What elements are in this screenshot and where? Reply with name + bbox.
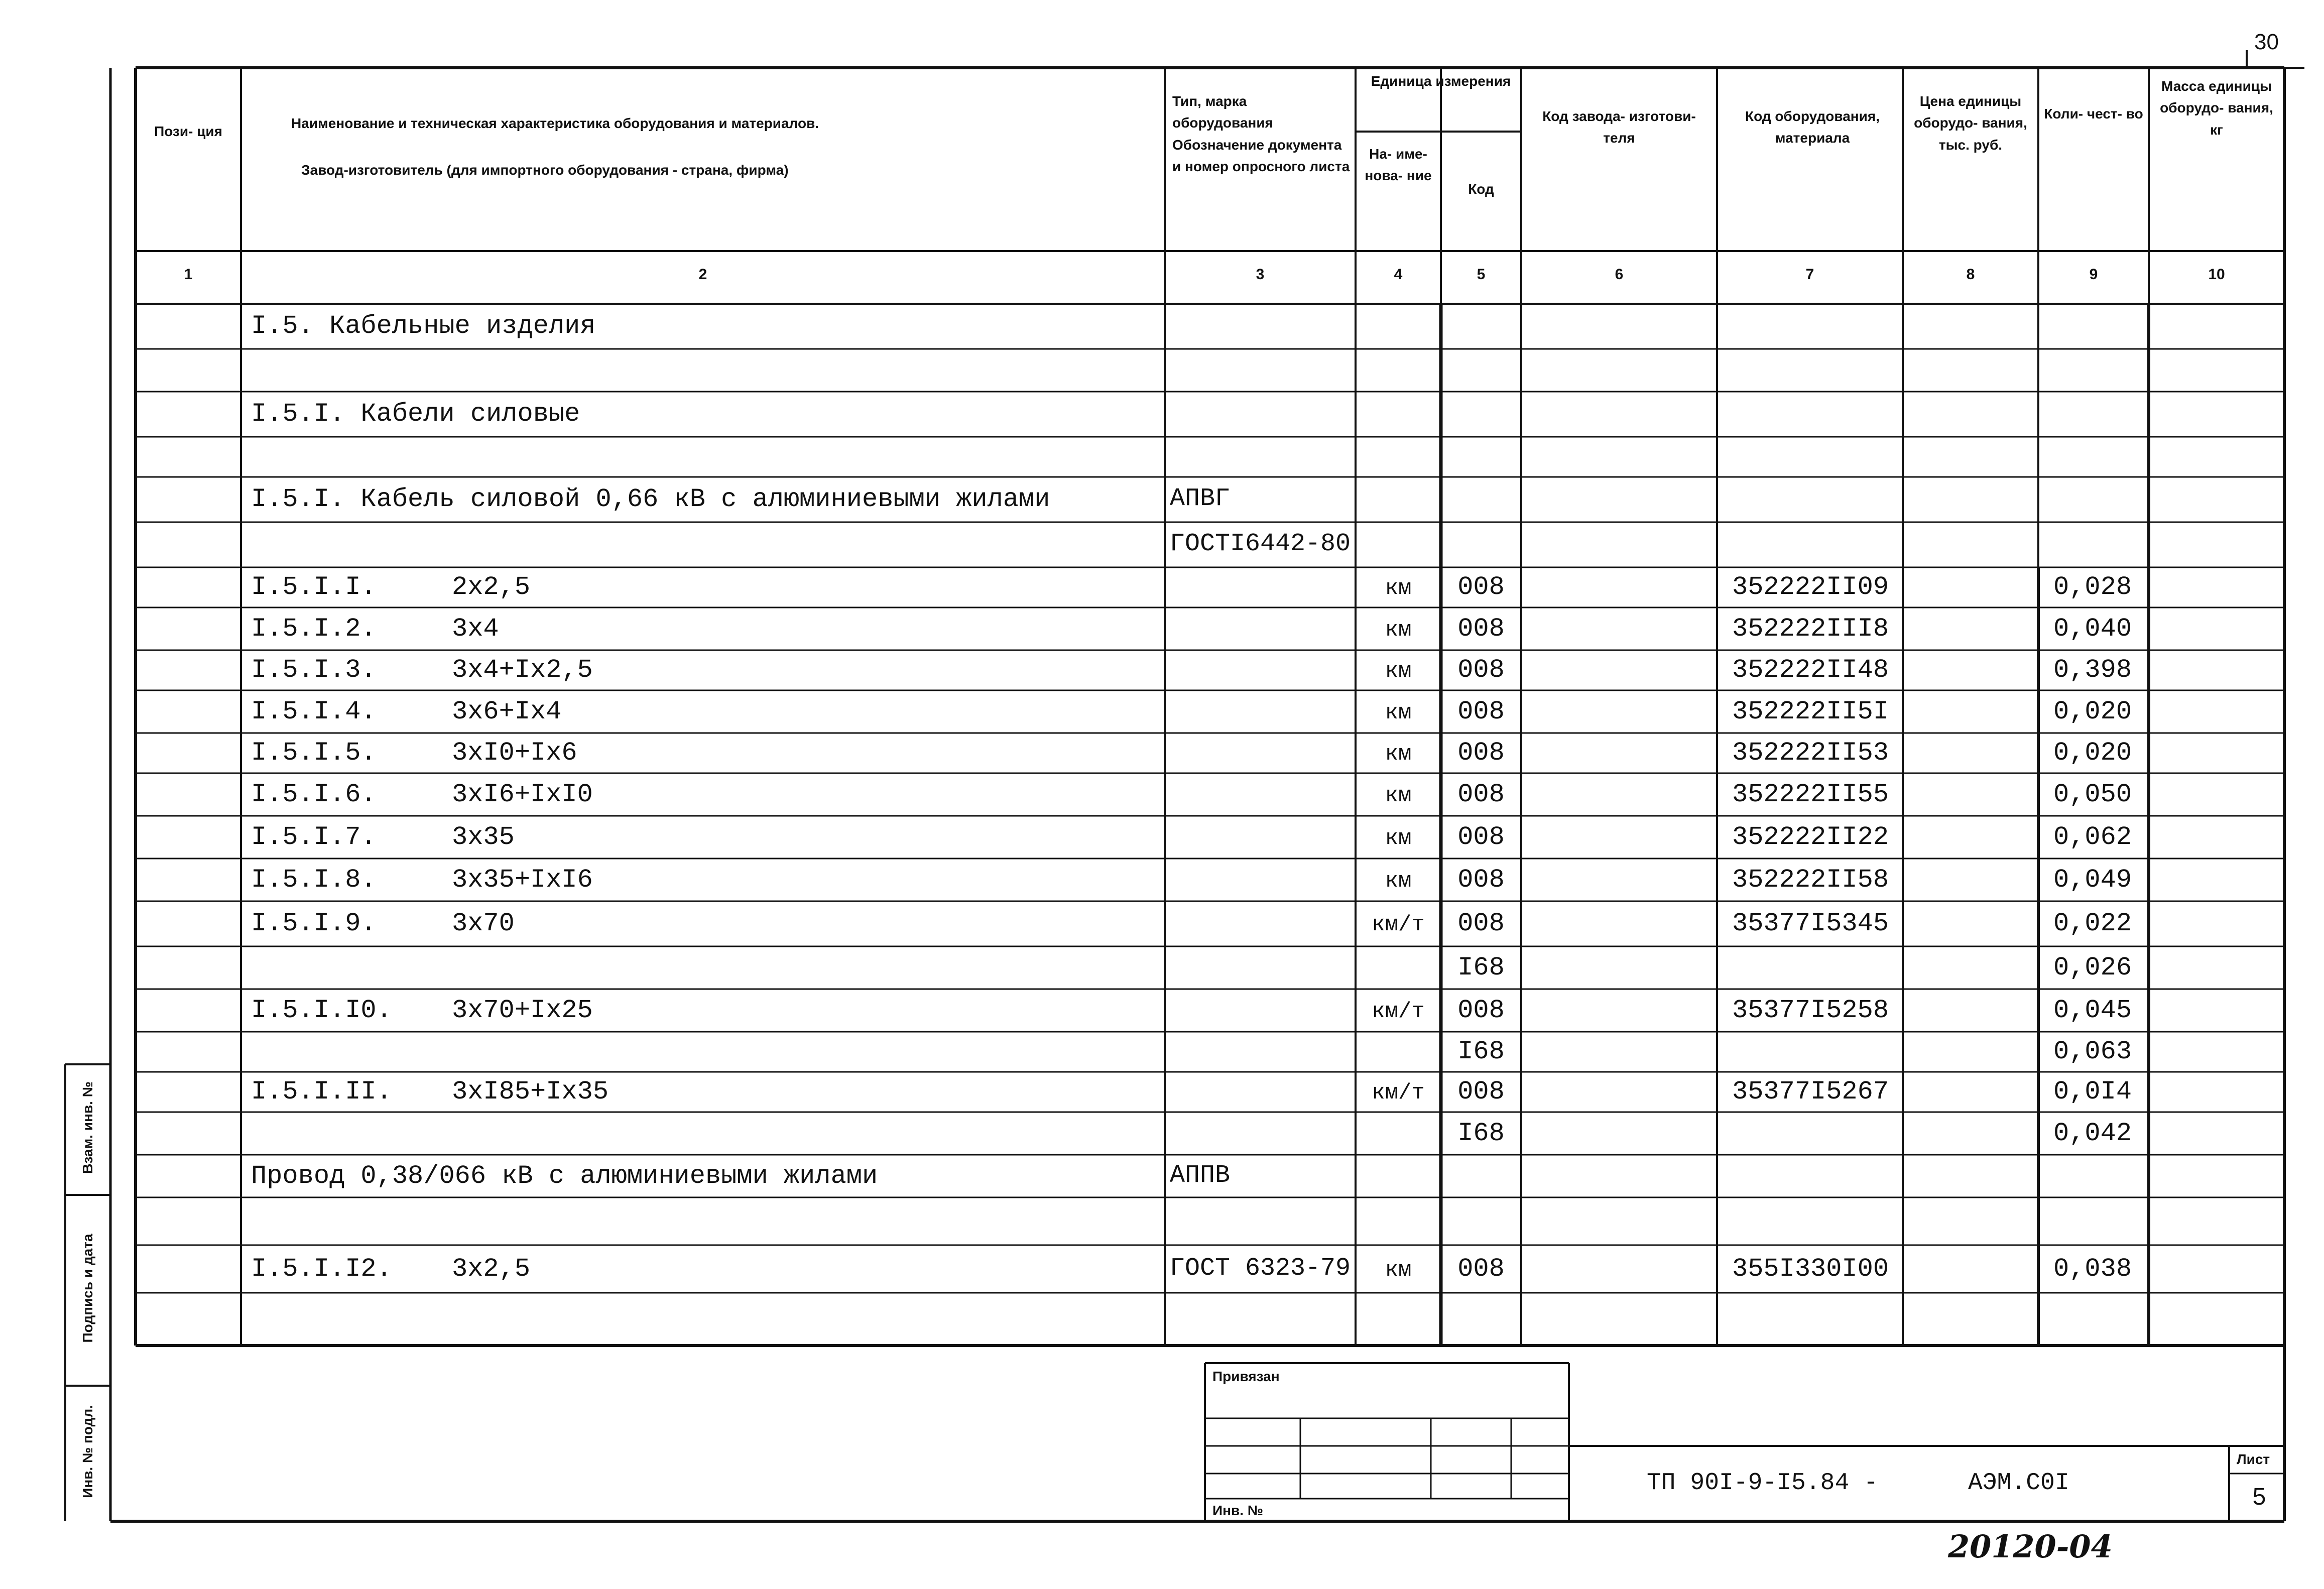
rows-8-pos: I.5.I.3.	[251, 655, 377, 685]
stamp-list_label: Лист	[2237, 1451, 2270, 1467]
column_numbers-2: 3	[1256, 266, 1265, 283]
rows-15-code: I68	[1457, 952, 1505, 983]
headers-c10: Масса единицы оборудо- вания, кг	[2160, 78, 2273, 138]
rows-11-mat: 352222II55	[1732, 779, 1889, 809]
rows-12-qty: 0,062	[2053, 822, 2132, 852]
rows-18-qty: 0,0I4	[2053, 1077, 2132, 1107]
rows-11-size: 3хI6+IхI0	[452, 779, 593, 809]
column_numbers-7: 8	[1966, 266, 1975, 283]
rows-13-mat: 352222II58	[1732, 865, 1889, 895]
column_numbers-3: 4	[1394, 266, 1403, 283]
rows-22-size: 3х2,5	[452, 1254, 531, 1284]
column_numbers-8: 9	[2089, 266, 2098, 283]
rows-7-size: 3х4	[452, 614, 499, 644]
rows-10-code: 008	[1457, 738, 1505, 768]
stamp-doc_suffix: АЭМ.С0I	[1968, 1470, 2069, 1497]
rows-9-pos: I.5.I.4.	[251, 696, 377, 726]
column_numbers-9: 10	[2208, 266, 2225, 283]
rows-20-name: Провод 0,38/066 кВ с алюминиевыми жилами	[251, 1161, 878, 1191]
rows-11-qty: 0,050	[2053, 779, 2132, 809]
side_labels-l2: Подпись и дата	[80, 1234, 95, 1343]
rows-16-mat: 35377I5258	[1732, 995, 1889, 1025]
rows-9-unit: км	[1385, 700, 1412, 725]
rows-22-mat: 355I330I00	[1732, 1254, 1889, 1284]
rows-11-unit: км	[1385, 783, 1412, 808]
column_numbers-5: 6	[1615, 266, 1624, 283]
rows-12-size: 3х35	[452, 822, 515, 852]
stamp-doc_code: ТП 90I-9-I5.84 -	[1647, 1470, 1878, 1497]
headers-c8: Цена единицы оборудо- вания, тыс. руб.	[1914, 93, 2027, 153]
rows-13-code: 008	[1457, 865, 1505, 895]
rows-8-qty: 0,398	[2053, 655, 2132, 685]
rows-14-mat: 35377I5345	[1732, 909, 1889, 938]
rows-6-pos: I.5.I.I.	[251, 572, 377, 602]
rows-16-code: 008	[1457, 995, 1505, 1025]
rows-9-mat: 352222II5I	[1732, 696, 1889, 726]
headers-c3: Тип, марка оборудования Обозначение документа и номер опросного листа	[1172, 93, 1350, 175]
rows-16-qty: 0,045	[2053, 995, 2132, 1025]
rows-7-unit: км	[1385, 617, 1412, 643]
rows-18-pos: I.5.I.II.	[251, 1077, 392, 1107]
column_numbers-1: 2	[698, 266, 707, 283]
rows-10-mat: 352222II53	[1732, 738, 1889, 768]
headers-c9: Коли- чест- во	[2044, 106, 2143, 121]
rows-4-name: I.5.I. Кабель силовой 0,66 кВ с алюминиевыми жилами	[251, 484, 1050, 514]
rows-14-pos: I.5.I.9.	[251, 909, 377, 938]
rows-6-qty: 0,028	[2053, 572, 2132, 602]
rows-7-qty: 0,040	[2053, 614, 2132, 644]
rows-6-size: 2х2,5	[452, 572, 531, 602]
column_numbers-4: 5	[1477, 266, 1486, 283]
rows-9-qty: 0,020	[2053, 696, 2132, 726]
rows-10-unit: км	[1385, 742, 1412, 767]
rows-10-size: 3хI0+Iх6	[452, 738, 577, 768]
rows-10-qty: 0,020	[2053, 738, 2132, 768]
rows-18-unit: км/т	[1372, 1080, 1425, 1106]
rows-12-code: 008	[1457, 822, 1505, 852]
rows-18-mat: 35377I5267	[1732, 1077, 1889, 1107]
rows-8-size: 3х4+Iх2,5	[452, 655, 593, 685]
rows-11-pos: I.5.I.6.	[251, 779, 377, 809]
rows-19-qty: 0,042	[2053, 1118, 2132, 1148]
rows-8-mat: 352222II48	[1732, 655, 1889, 685]
rows-12-pos: I.5.I.7.	[251, 822, 377, 852]
rows-22-qty: 0,038	[2053, 1254, 2132, 1284]
rows-10-pos: I.5.I.5.	[251, 738, 377, 768]
rows-14-unit: км/т	[1372, 912, 1425, 937]
stamp-privyazan: Привязан	[1212, 1369, 1280, 1384]
rows-12-mat: 352222II22	[1732, 822, 1889, 852]
stamp-list_num: 5	[2252, 1484, 2266, 1510]
rows-15-qty: 0,026	[2053, 952, 2132, 983]
rows-14-qty: 0,022	[2053, 909, 2132, 938]
rows-5-type: ГОСТI6442-80	[1170, 530, 1351, 558]
rows-13-pos: I.5.I.8.	[251, 865, 377, 895]
rows-13-qty: 0,049	[2053, 865, 2132, 895]
rows-9-code: 008	[1457, 696, 1505, 726]
rows-2-name: I.5.I. Кабели силовые	[251, 399, 580, 429]
rows-0-name: I.5. Кабельные изделия	[251, 311, 596, 341]
rows-17-qty: 0,063	[2053, 1037, 2132, 1066]
headers-c2_line2: Завод-изготовитель (для импортного оборудования - страна, фирма)	[301, 162, 789, 178]
rows-7-mat: 352222III8	[1732, 614, 1889, 644]
rows-7-pos: I.5.I.2.	[251, 614, 377, 644]
rows-8-code: 008	[1457, 655, 1505, 685]
rows-7-code: 008	[1457, 614, 1505, 644]
headers-c6: Код завода- изготови- теля	[1542, 108, 1696, 146]
rows-6-unit: км	[1385, 576, 1412, 601]
headers-c45: Единица измерения	[1371, 73, 1511, 89]
rows-14-size: 3х70	[452, 909, 515, 938]
column_numbers-6: 7	[1805, 266, 1814, 283]
column_numbers-0: 1	[184, 266, 193, 283]
rows-11-code: 008	[1457, 779, 1505, 809]
side_labels-l1: Взам. инв. №	[80, 1081, 95, 1174]
rows-16-unit: км/т	[1372, 999, 1425, 1024]
rows-18-size: 3хI85+Iх35	[452, 1077, 609, 1107]
rows-16-size: 3х70+Iх25	[452, 995, 593, 1025]
rows-22-unit: км	[1385, 1257, 1412, 1283]
rows-6-code: 008	[1457, 572, 1505, 602]
rows-16-pos: I.5.I.I0.	[251, 995, 392, 1025]
rows-18-code: 008	[1457, 1077, 1505, 1107]
headers-c2_line1: Наименование и техническая характеристика оборудования и материалов.	[291, 115, 819, 131]
headers-c4: На- име- нова- ние	[1365, 146, 1432, 184]
rows-20-type: АППВ	[1170, 1161, 1231, 1190]
headers-c5: Код	[1468, 181, 1494, 197]
page_number: 30	[2254, 30, 2279, 54]
rows-19-code: I68	[1457, 1118, 1505, 1148]
headers-c1: Пози- ция	[154, 124, 222, 139]
rows-8-unit: км	[1385, 659, 1412, 684]
stamp-handwritten: 20120-04	[1948, 1528, 2113, 1565]
rows-22-type: ГОСТ 6323-79	[1170, 1254, 1351, 1283]
rows-13-unit: км	[1385, 868, 1412, 894]
rows-22-pos: I.5.I.I2.	[251, 1254, 392, 1284]
rows-9-size: 3х6+Iх4	[452, 696, 562, 726]
rows-12-unit: км	[1385, 825, 1412, 851]
headers-c7: Код оборудования, материала	[1745, 108, 1880, 146]
side_labels-l3: Инв. № подл.	[80, 1405, 95, 1498]
rows-6-mat: 352222II09	[1732, 572, 1889, 602]
rows-13-size: 3х35+IхI6	[452, 865, 593, 895]
rows-17-code: I68	[1457, 1037, 1505, 1066]
rows-4-type: АПВГ	[1170, 484, 1231, 513]
stamp-inv_no: Инв. №	[1212, 1503, 1264, 1518]
rows-14-code: 008	[1457, 909, 1505, 938]
rows-22-code: 008	[1457, 1254, 1505, 1284]
